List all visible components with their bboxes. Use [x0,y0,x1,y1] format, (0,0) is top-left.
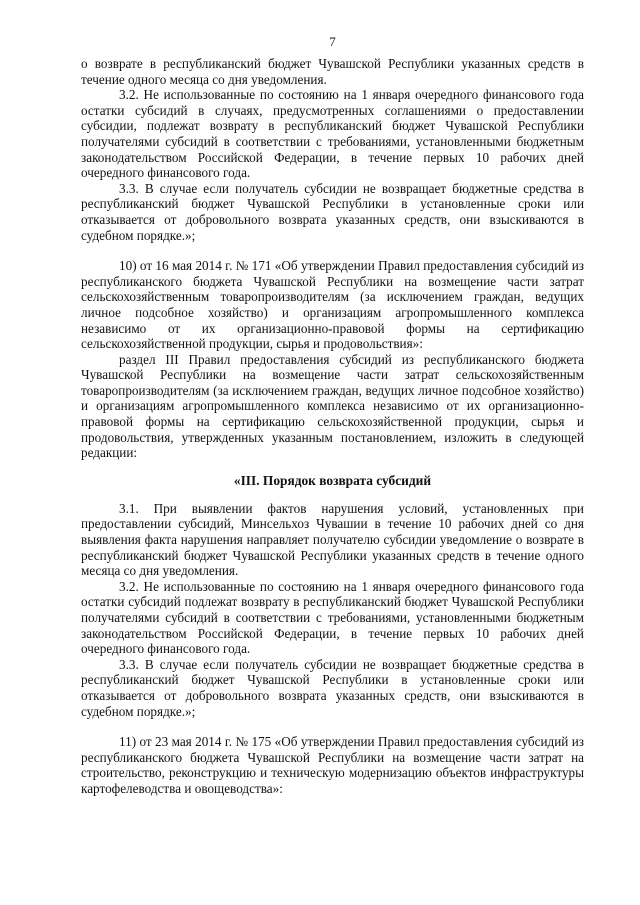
paragraph-item-10: 10) от 16 мая 2014 г. № 171 «Об утверждении Правил предоставления субсидий из республиканского бюджета Чувашской Республики на возмещение части затрат сельскохозяйственным товаропроизводителям (за исключением граждан, ведущих личное подсобное хозяйство) и организациям агропромышленного комплекса независимо от их организационно-правовой формы на сертификацию сельскохозяйственной продукции, сырья и продовольствия»: [81,258,584,352]
paragraph-item-11: 11) от 23 мая 2014 г. № 175 «Об утверждении Правил предоставления субсидий из республиканского бюджета Чувашской Республики на возмещение части затрат на строительство, реконструкцию и техническую модернизацию объектов инфраструктуры картофелеводства и овощеводства»: [81,734,584,796]
paragraph-3-2-unused-balances-second: 3.2. Не использованные по состоянию на 1 января очередного финансового года остатки субсидий подлежат возврату в республиканский бюджет Чувашской Республики получателями субсидий в соответствии с требованиями, установленными бюджетным законодательством Российской Федерации, в течение первых 10 рабочих дней очередного финансового года. [81,578,584,657]
spacer [81,243,584,258]
paragraph-3-1-violations: 3.1. При выявлении фактов нарушения условий, установленных при предоставлении субсидий, Минсельхоз Чувашии в течение 10 рабочих дней со дня выявления факта нарушения направляет получателю субсидии уведомление о возврате в республиканский бюджет Чувашской Республики указанных средств в течение одного месяца со дня уведомления. [81,500,584,579]
paragraph-3-2-unused-balances: 3.2. Не использованные по состоянию на 1 января очередного финансового года остатки субсидий в случаях, предусмотренных соглашениями о предоставлении субсидии, подлежат возврату в республиканский бюджет Чувашской Республики получателями субсидий в соответствии с требованиями, установленными бюджетным законодательством Российской Федерации, в течение первых 10 рабочих дней очередного финансового года. [81,87,584,181]
page-number: 7 [329,34,336,49]
section-heading: «III. Порядок возврата субсидий [233,472,432,488]
paragraph-3-3-court-recovery-second: 3.3. В случае если получатель субсидии не возвращает бюджетные средства в республиканский бюджет Чувашской Республики в установленные сроки или отказывается от добровольного возврата указанных средств, они взыскиваются в судебном порядке.»; [81,656,584,719]
paragraph-section-iii-amendment: раздел III Правил предоставления субсидий из республиканского бюджета Чувашской Республики на возмещение части затрат сельскохозяйственным товаропроизводителям (за исключением граждан, ведущих личное подсобное хозяйство) и организациям агропромышленного комплекса независимо от их организационно-правовой формы на сертификацию сельскохозяйственной продукции, сырья и продовольствия, утвержденных указанным постановлением, изложить в следующей редакции: [81,351,584,461]
paragraph-return-notice: о возврате в республиканский бюджет Чувашской Республики указанных средств в течение одного месяца со дня уведомления. [81,56,584,87]
paragraph-3-3-court-recovery: 3.3. В случае если получатель субсидии не возвращает бюджетные средства в республиканский бюджет Чувашской Республики в установленные сроки или отказывается от добровольного возврата указанных средств, они взыскиваются в судебном порядке.»; [81,180,584,243]
spacer [81,719,584,734]
